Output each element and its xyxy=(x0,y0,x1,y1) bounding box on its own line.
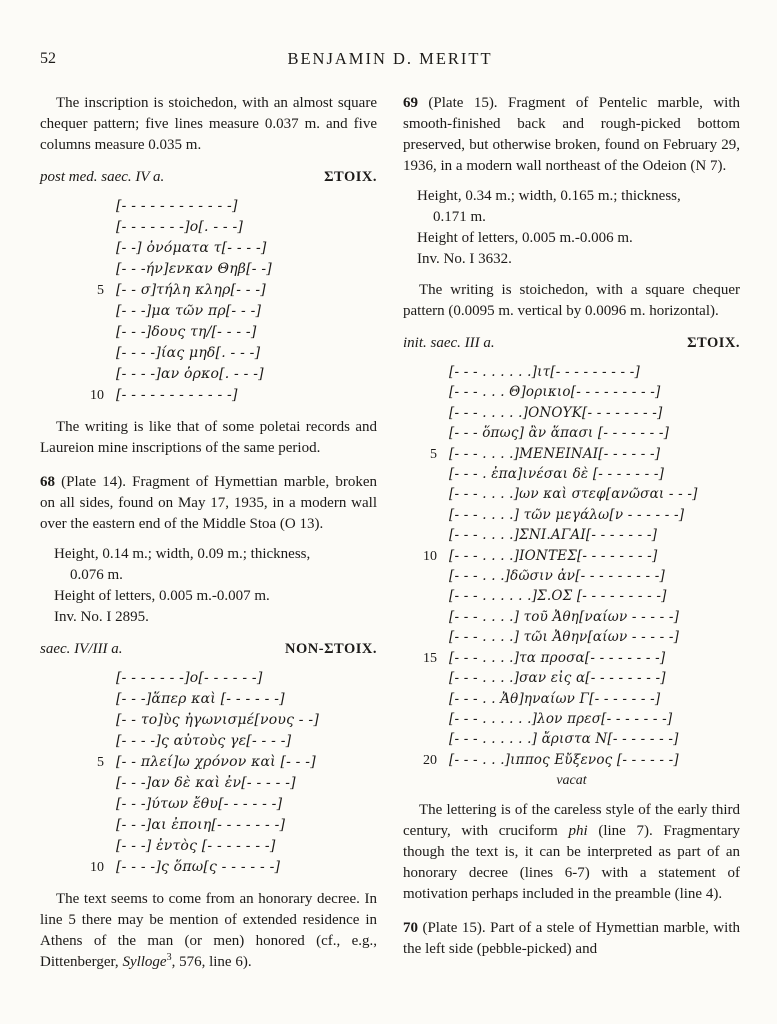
entry-69-text: (Plate 15). Fragment of Pentelic marble, with smooth-finished back and rough-picked bottom preserved, but otherwise broken, found on February 29, 1936, in a modern wall northeast of the Odeion (N 7). xyxy=(403,95,740,174)
line-number: 5 xyxy=(97,283,104,298)
greek-text: [- - - . . . .]τα προσα[- - - - - - - -] xyxy=(449,649,666,666)
greek-text: [- - - . . . .]ΙΟΝΤΕΣ[- - - - - - - -] xyxy=(449,547,658,564)
letter-height-line: Height of letters, 0.005 m.-0.006 m. xyxy=(417,230,633,246)
greek-text: [- - σ]τήλη κληρ[- - -] xyxy=(116,282,266,298)
greek-text: [- - - . . . .] τῶι Ἀθην[αίων - - - - -] xyxy=(449,629,680,646)
inscription-line xyxy=(70,238,377,259)
inscription-line xyxy=(403,607,740,627)
greek-text: [- - - . . . .]ΣΝΙ.ΑΓΑΙ[- - - - - - -] xyxy=(449,527,658,544)
right-column xyxy=(403,93,740,982)
entry-69-number: 69 xyxy=(403,95,418,111)
inscription-line xyxy=(70,752,377,773)
entry-68-number: 68 xyxy=(40,474,55,490)
line-number: 5 xyxy=(430,446,437,462)
greek-text: [- - - - - - -]ο[. - - -] xyxy=(116,219,244,235)
greek-text: [- - - ὅπως] ἂν ἅπασι [- - - - - - -] xyxy=(449,425,670,442)
inscription-line xyxy=(70,343,377,364)
inscription-line xyxy=(70,815,377,836)
inscription-line xyxy=(403,382,740,402)
greek-text: [- - - . . .]ιππος Εὔξενος [- - - - - -] xyxy=(449,751,679,768)
inscription-a-date: post med. saec. IV a. xyxy=(40,169,165,185)
line-number: 15 xyxy=(423,650,437,666)
inscription-line xyxy=(403,403,740,423)
page-number: 52 xyxy=(40,50,56,67)
entry-68 xyxy=(40,472,377,535)
dimension-line: Height, 0.34 m.; width, 0.165 m.; thickness, xyxy=(417,188,681,204)
inscription-c-lines xyxy=(403,362,740,770)
greek-text: [- - - . . . .]ων καὶ στεφ[ανῶσαι - - -] xyxy=(449,486,698,503)
inscription-line xyxy=(70,217,377,238)
entry-69 xyxy=(403,93,740,177)
greek-text: [- - πλεί]ω χρόνον καὶ [- - -] xyxy=(116,754,316,770)
inventory-number-line: Inv. No. I 3632. xyxy=(417,251,512,267)
inscription-line xyxy=(403,362,740,382)
greek-text: [- - - . . . .]σαν εἰς α[- - - - - - - -] xyxy=(449,670,666,687)
inscription-line xyxy=(70,836,377,857)
inscription-line xyxy=(403,423,740,443)
inscription-line xyxy=(403,566,740,586)
greek-text: [- - - . . . . . .]λον πρεσ[- - - - - - -] xyxy=(449,710,673,727)
inscription-line xyxy=(403,444,740,464)
inscription-b-date: saec. IV/III a. xyxy=(40,641,123,657)
greek-text: [- -] ὀνόματα τ[- - - -] xyxy=(116,240,267,256)
letterform-name: phi xyxy=(568,823,588,840)
greek-text: [- - -]ύτων ἔθυ[- - - - - -] xyxy=(116,796,283,812)
paragraph-lettering-style xyxy=(403,800,740,905)
line-number: 10 xyxy=(90,860,104,875)
inscription-a-style: ΣΤΟΙΧ. xyxy=(324,169,377,185)
inscription-line xyxy=(70,364,377,385)
greek-text: [- - - . . . Θ]ορικιο[- - - - - - - - -] xyxy=(449,384,661,401)
inscription-c-date: init. saec. III a. xyxy=(403,335,495,351)
entry-70-number: 70 xyxy=(403,920,418,937)
greek-text: [- - - -]αν ὁρκο[. - - -] xyxy=(116,366,264,382)
inscription-line xyxy=(70,689,377,710)
greek-text: [- - - - - - - - - - - -] xyxy=(116,387,238,403)
inventory-number-line: Inv. No. I 2895. xyxy=(54,609,149,625)
greek-text: [- - - - - - - - - - - -] xyxy=(116,198,238,214)
greek-text: [- - -ήν]ενκαν Θηβ[- -] xyxy=(116,261,272,277)
inscription-line xyxy=(70,773,377,794)
greek-text: [- - - . . . . .]ONOYK[- - - - - - - -] xyxy=(449,404,663,421)
inscription-line xyxy=(70,668,377,689)
letter-height-line: Height of letters, 0.005 m.-0.007 m. xyxy=(54,588,270,604)
paragraph-stoichedon-intro: The inscription is stoichedon, with an almost square chequer pattern; five lines measure 0.037 m. and five columns measure 0.035 m. xyxy=(40,95,377,153)
greek-text: [- - - . . . .] τῶν μεγάλω[ν - - - - - -] xyxy=(449,506,685,523)
greek-text: [- - - -]ς ὅπω[ς - - - - - -] xyxy=(116,859,281,875)
inscription-line xyxy=(70,301,377,322)
inscription-line xyxy=(70,259,377,280)
inscription-line xyxy=(403,464,740,484)
dimension-line: Height, 0.14 m.; width, 0.09 m.; thickness, xyxy=(54,546,311,562)
greek-text: [- - - . ἐπα]ινέσαι δὲ [- - - - - - -] xyxy=(449,466,665,483)
entry-68-dimensions xyxy=(40,544,377,628)
inscription-line xyxy=(70,322,377,343)
greek-text: [- - - - - - -]ο[- - - - - -] xyxy=(116,670,263,686)
greek-text: [- - - . . . . . .]Σ.ΟΣ [- - - - - - - - -] xyxy=(449,588,667,605)
inscription-b-heading xyxy=(40,639,377,660)
inscription-b-style: NON-ΣΤΟΙΧ. xyxy=(285,641,377,657)
inscription-a-heading xyxy=(40,167,377,188)
paragraph-text: The lettering is of the careless style of the early third century, with cruciform xyxy=(403,802,740,840)
greek-text: [- - -]δους τη/[- - - -] xyxy=(116,324,257,340)
line-number: 5 xyxy=(97,755,104,770)
inscription-line xyxy=(403,750,740,770)
entry-70 xyxy=(403,918,740,960)
entry-68-text: (Plate 14). Fragment of Hymettian marble, broken on all sides, found on May 17, 1935, in a modern wall over the eastern end of the Middle Stoa (O 13). xyxy=(40,474,377,532)
inscription-line xyxy=(403,505,740,525)
line-number: 10 xyxy=(90,388,104,403)
inscription-line xyxy=(70,196,377,217)
inscription-line xyxy=(403,709,740,729)
line-number: 20 xyxy=(423,752,437,768)
inscription-line xyxy=(403,668,740,688)
greek-text: [- - - . . Ἀθ]ηναίων Γ[- - - - - - -] xyxy=(449,690,661,707)
inscription-a-lines xyxy=(70,196,377,406)
greek-text: [- - - -]ς αὐτοὺς γε[- - - -] xyxy=(116,733,292,749)
paragraph-text: (line 7). Fragmentary though the text is, it can be interpreted as part of an honorary decree (lines 6-7) with a statement of motivation perhaps included in the preamble (line 4). xyxy=(403,823,741,903)
paragraph-text: , 576, line 6). xyxy=(171,954,252,970)
paragraph-chequer-pattern: The writing is stoichedon, with a square chequer pattern (0.0095 m. vertical by 0.0096 m. horizontal). xyxy=(403,282,740,319)
inscription-line xyxy=(403,525,740,545)
entry-70-text: (Plate 15). Part of a stele of Hymettian marble, with the left side (pebble-picked) and xyxy=(403,920,740,958)
inscription-line xyxy=(70,280,377,301)
inscription-line xyxy=(403,729,740,749)
greek-text: [- - - . . .]δῶσιν ἀν[- - - - - - - - -] xyxy=(449,568,665,585)
running-head: BENJAMIN D. MERITT xyxy=(287,49,493,68)
line-number: 10 xyxy=(423,548,437,564)
greek-text: [- - - . . . .]MENEINAI[- - - - - -] xyxy=(449,445,661,462)
left-column xyxy=(40,93,377,982)
cited-work-title: Sylloge xyxy=(122,954,167,970)
inscription-line xyxy=(403,648,740,668)
greek-text: [- - -]μα τῶν πρ[- - -] xyxy=(116,303,262,319)
paragraph-honorary-decree xyxy=(40,889,377,973)
greek-text: [- - -]αν δὲ καὶ ἐν[- - - - -] xyxy=(116,775,296,791)
greek-text: [- - - . . . .] τοῦ Ἀθη[ναίων - - - - -] xyxy=(449,608,680,625)
greek-text: [- - - . . . . . .] ἄριστα Ν[- - - - - - -] xyxy=(449,731,679,748)
inscription-line xyxy=(70,794,377,815)
inscription-line xyxy=(70,857,377,878)
vacat-label: vacat xyxy=(556,773,587,789)
inscription-line xyxy=(403,586,740,606)
inscription-line xyxy=(403,627,740,647)
inscription-line xyxy=(403,484,740,504)
entry-69-dimensions xyxy=(403,186,740,270)
two-column-layout xyxy=(40,93,740,982)
inscription-c-heading xyxy=(403,333,740,354)
inscription-c-style: ΣΤΟΙΧ. xyxy=(687,335,740,351)
greek-text: [- - -] ἐντὸς [- - - - - - -] xyxy=(116,838,276,854)
greek-text: [- - το]ὺς ἠγωνισμέ[νους - -] xyxy=(116,712,319,728)
paragraph-text: The text seems to come from an honorary decree. In line 5 there may be mention of extended residence in Athens of the man (or men) honored (cf., e.g., Dittenberger, xyxy=(40,891,377,970)
greek-text: [- - - . . . . . .]ιτ[- - - - - - - - -] xyxy=(449,364,640,380)
page-header xyxy=(40,48,740,69)
greek-text: [- - -]ἅπερ καὶ [- - - - - -] xyxy=(116,691,285,707)
inscription-b-lines xyxy=(70,668,377,878)
dimension-line-continuation: 0.171 m. xyxy=(433,209,486,225)
inscription-line xyxy=(70,731,377,752)
paragraph-writing-comparison: The writing is like that of some poletai records and Laureion mine inscriptions of the same period. xyxy=(40,419,377,456)
inscription-line xyxy=(403,689,740,709)
greek-text: [- - - -]ίας μηδ[. - - -] xyxy=(116,345,261,361)
edition-superscript: 3 xyxy=(166,952,172,963)
dimension-line-continuation: 0.076 m. xyxy=(70,567,123,583)
inscription-line xyxy=(70,710,377,731)
inscription-line xyxy=(403,546,740,566)
greek-text: [- - -]αι ἐποιη[- - - - - - -] xyxy=(116,817,286,833)
inscription-line xyxy=(70,385,377,406)
